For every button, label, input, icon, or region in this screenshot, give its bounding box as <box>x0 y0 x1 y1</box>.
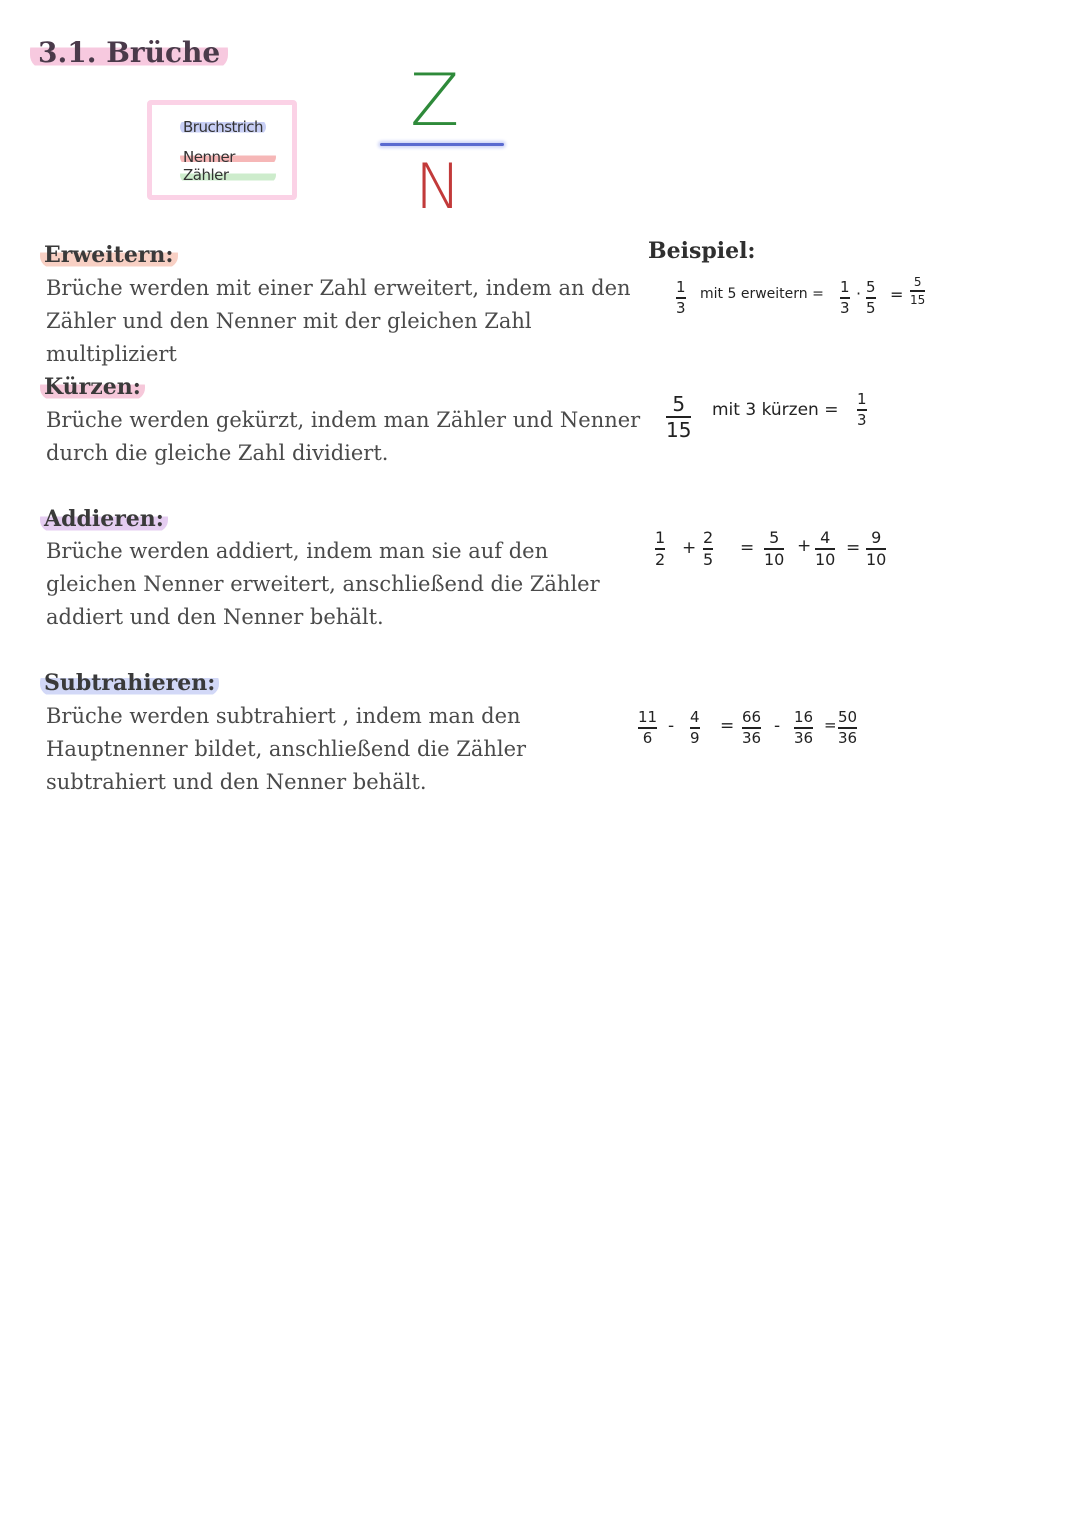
example-fraction: 50 36 <box>838 708 858 747</box>
beispiel-label: Beispiel: <box>648 238 756 264</box>
diagram-nenner: N <box>415 150 462 223</box>
legend-nenner: Nenner <box>180 149 276 165</box>
text-kuerzen: Brüche werden gekürzt, indem man Zähler und Nenner durch die gleiche Zahl dividiert. <box>46 408 641 465</box>
operator: = <box>846 538 861 558</box>
operator: = <box>824 716 837 734</box>
example-text: mit 3 kürzen = <box>712 400 839 420</box>
page-title: 3.1. Brüche <box>30 36 228 69</box>
diagram-bruchstrich <box>380 143 504 146</box>
text-addieren: Brüche werden addiert, indem man sie auf den gleichen Nenner erweitert, anschließend die Zähler addiert und den Nenner behält. <box>46 539 600 629</box>
example-fraction: 4 9 <box>690 708 700 747</box>
example-fraction: 5 5 <box>866 278 876 317</box>
example-fraction: 5 15 <box>910 275 926 307</box>
heading-subtrahieren: Subtrahieren: <box>40 670 219 696</box>
operator: + <box>682 538 697 558</box>
operator: = <box>890 285 904 304</box>
example-fraction: 66 36 <box>742 708 762 747</box>
example-text: mit 5 erweitern = <box>700 286 824 302</box>
text-erweitern: Brüche werden mit einer Zahl erweitert, indem an den Zähler und den Nenner mit der gleichen Zahl multipliziert <box>46 276 631 366</box>
example-fraction: 5 10 <box>764 528 785 569</box>
operator: - <box>774 716 781 736</box>
example-fraction: 5 15 <box>666 392 692 442</box>
legend-box <box>147 100 297 200</box>
example-fraction: 1 2 <box>655 528 666 569</box>
example-fraction: 9 10 <box>866 528 887 569</box>
operator: + <box>797 536 812 556</box>
example-fraction: 1 3 <box>676 278 686 317</box>
heading-erweitern: Erweitern: <box>40 242 178 268</box>
heading-kuerzen: Kürzen: <box>40 374 145 400</box>
example-fraction: 1 3 <box>840 278 850 317</box>
legend-zaehler: Zähler <box>180 167 276 183</box>
example-fraction: 2 5 <box>703 528 714 569</box>
heading-addieren: Addieren: <box>40 506 168 532</box>
example-fraction: 11 6 <box>638 708 658 747</box>
text-subtrahieren: Brüche werden subtrahiert , indem man den Hauptnenner bildet, anschließend die Zähler subtrahiert und den Nenner behält. <box>46 704 527 794</box>
example-fraction: 1 3 <box>857 390 867 429</box>
example-fraction: 4 10 <box>815 528 836 569</box>
operator: = <box>720 716 735 736</box>
operator: = <box>740 538 755 558</box>
legend-bruchstrich: Bruchstrich <box>180 119 266 135</box>
diagram-zaehler: Z <box>410 58 460 142</box>
operator: · <box>856 284 862 303</box>
operator: - <box>668 716 675 736</box>
example-fraction: 16 36 <box>794 708 814 747</box>
